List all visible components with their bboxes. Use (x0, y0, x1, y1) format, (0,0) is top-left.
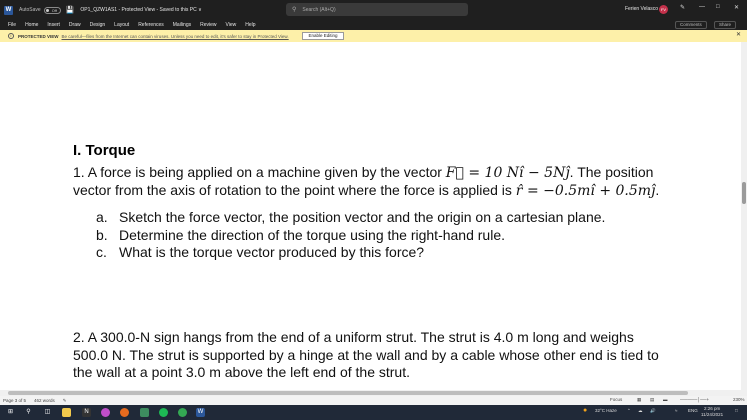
search-placeholder: Search (Alt+Q) (302, 6, 336, 13)
document-title[interactable]: OP1_QZW1AS1 - Protected View - Saved to this PC ∨ (80, 7, 202, 13)
weather-icon[interactable]: ● (583, 407, 588, 414)
search-input[interactable] (286, 3, 468, 16)
q1-line2-end: . (655, 182, 660, 198)
wifi-icon[interactable]: ≈ (675, 408, 678, 413)
web-layout-icon[interactable]: ▬ (663, 397, 668, 402)
menu-layout[interactable]: Layout (114, 22, 130, 28)
language-indicator[interactable]: ENG (688, 408, 698, 413)
zoom-level[interactable]: 230% (733, 397, 745, 402)
list-item (96, 227, 505, 243)
menu-insert[interactable]: Insert (47, 22, 60, 28)
proofing-icon[interactable]: ✎ (62, 397, 67, 403)
list-item-text: Determine the direction of the torque using the right-hand rule. (119, 227, 506, 243)
list-marker: b. (96, 227, 108, 243)
comments-button[interactable]: Comments (675, 21, 707, 29)
menu-draw[interactable]: Draw (68, 22, 81, 28)
firefox-icon[interactable] (120, 408, 129, 417)
focus-button[interactable]: Focus (610, 397, 623, 402)
enable-editing-button[interactable]: Enable Editing (302, 32, 344, 40)
pen-icon[interactable]: ✎ (680, 5, 686, 11)
menu-design[interactable]: Design (89, 22, 106, 28)
list-item-text: What is the torque vector produced by this force? (119, 244, 425, 260)
position-vector-equation: r̂ = −0.5mî + 0.5mĵ (515, 183, 656, 199)
network-icon[interactable]: ☁ (638, 408, 643, 413)
word-count[interactable]: 462 words (34, 398, 55, 403)
zoom-slider[interactable]: —────│──+ (680, 397, 710, 402)
menu-mailings[interactable]: Mailings (172, 22, 192, 28)
messenger-icon[interactable] (101, 408, 110, 417)
taskbar (0, 405, 747, 420)
close-button[interactable]: ✕ (734, 5, 740, 11)
q1-line2-text: vector from the axis of rotation to the point where the force is applied is (73, 182, 516, 198)
menu-help[interactable]: Help (245, 22, 256, 28)
volume-icon[interactable]: 🔊 (650, 408, 656, 413)
question-2-line-2: 500.0 N. The strut is supported by a hinge at the wall and by a cable whose other end is tied to (73, 347, 659, 363)
print-layout-icon[interactable]: ▤ (650, 397, 655, 402)
protected-view-message[interactable]: Be careful—files from the Internet can contain viruses. Unless you need to edit, it's safer to stay in Protected View. (61, 33, 289, 39)
close-protected-bar-icon[interactable]: ✕ (736, 32, 742, 38)
minimize-button[interactable]: — (699, 4, 705, 10)
ribbon-menu (0, 20, 747, 30)
menu-view[interactable]: View (225, 22, 237, 28)
autosave-label: AutoSave (19, 7, 41, 13)
menu-review[interactable]: Review (200, 22, 217, 28)
question-2-line-3: the wall at a point 3.0 m above the left end of the strut. (73, 364, 410, 380)
question-1-line-1 (73, 163, 653, 182)
save-icon[interactable]: 💾 (65, 7, 75, 14)
question-2-line-1: 2. A 300.0-N sign hangs from the end of a uniform strut. The strut is 4.0 m long and weighs (73, 329, 634, 345)
page-count[interactable]: Page 3 of 5 (3, 398, 27, 403)
status-bar (0, 396, 747, 405)
app-icon[interactable] (140, 408, 149, 417)
start-icon[interactable]: ⊞ (7, 409, 14, 415)
spotify-icon[interactable] (159, 408, 168, 417)
protected-view-bar (0, 30, 747, 42)
menu-home[interactable]: Home (25, 22, 39, 28)
q1-line1-end: . The position (569, 164, 654, 180)
list-item (96, 209, 605, 225)
user-name[interactable]: Ferien Velasco (625, 6, 659, 12)
share-button[interactable]: Share (714, 21, 736, 29)
force-vector-equation: F⃗ = 10 Nî − 5Nĵ (445, 165, 570, 181)
title-bar (0, 0, 747, 20)
clock-time[interactable]: 2:26 pm (704, 406, 721, 411)
vertical-scrollbar[interactable] (741, 42, 747, 390)
section-heading: I. Torque (73, 142, 136, 159)
task-view-icon[interactable]: ◫ (44, 409, 51, 415)
question-1-line-2 (73, 181, 659, 200)
read-mode-icon[interactable]: ▦ (637, 397, 642, 402)
protected-view-title: PROTECTED VIEW (18, 33, 59, 39)
weather-text[interactable]: 32°C Haze (595, 408, 617, 413)
info-icon: i (8, 33, 14, 39)
search-icon[interactable]: ⚲ (26, 409, 31, 415)
tray-chevron-icon[interactable]: ⌃ (627, 408, 631, 413)
menu-file[interactable]: File (8, 22, 17, 28)
clock-date[interactable]: 11/24/2021 (701, 412, 724, 417)
vertical-scroll-thumb[interactable] (742, 182, 746, 204)
word-taskbar-icon[interactable]: W (197, 409, 204, 415)
notion-icon[interactable]: N (82, 408, 91, 417)
autosave-toggle[interactable]: Off (44, 7, 61, 14)
q1-line1-text: 1. A force is being applied on a machine given by the vector (73, 164, 446, 180)
word-app-icon: W (5, 6, 12, 13)
list-marker: a. (96, 209, 108, 225)
list-item (96, 244, 424, 260)
menu-references[interactable]: References (138, 22, 164, 28)
avatar[interactable]: FV (660, 7, 667, 12)
notification-icon[interactable]: □ (735, 408, 738, 413)
list-item-text: Sketch the force vector, the position vector and the origin on a cartesian plane. (119, 209, 606, 225)
restore-button[interactable]: □ (716, 4, 720, 10)
chrome-icon[interactable] (178, 408, 187, 417)
list-marker: c. (96, 244, 107, 260)
document-canvas[interactable] (0, 42, 741, 390)
horizontal-scroll-thumb[interactable] (8, 391, 688, 395)
search-icon: ⚲ (292, 7, 297, 13)
file-explorer-icon[interactable] (62, 408, 71, 417)
